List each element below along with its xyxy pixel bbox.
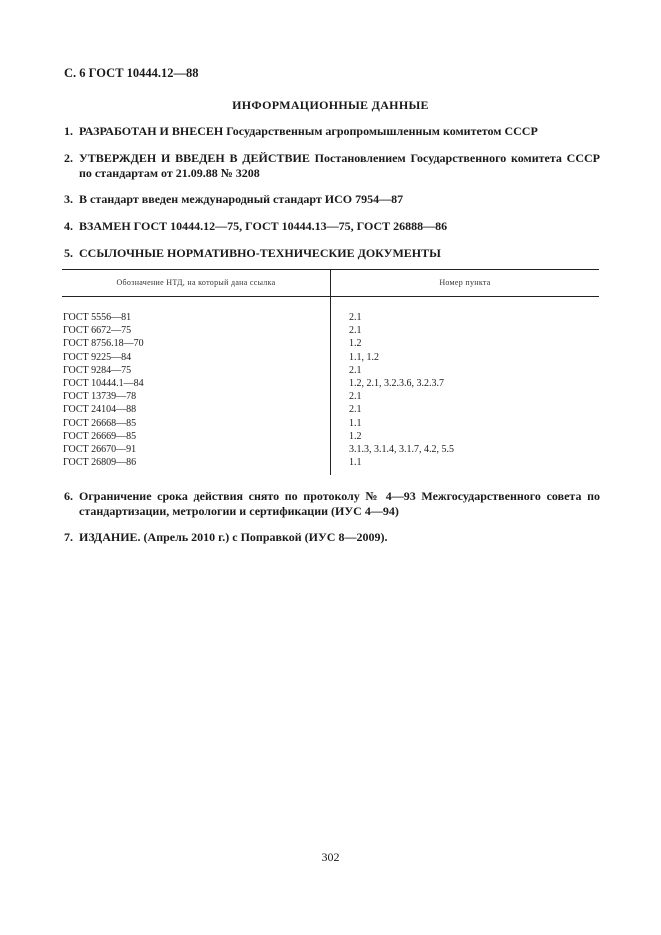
table-row: [62, 456, 599, 469]
table-row: [62, 324, 599, 337]
clause-cell: 1.2: [349, 338, 362, 350]
document-cell: ГОСТ 9225—84: [62, 351, 331, 364]
clause-cell: 2.1: [349, 404, 362, 416]
clause-cell: 1.1, 1.2: [349, 351, 379, 363]
clause-cell: 1.2: [349, 430, 362, 442]
item-number: 5.: [64, 246, 73, 260]
document-cell: ГОСТ 26670—91: [62, 443, 331, 456]
item-text: УТВЕРЖДЕН И ВВЕДЕН В ДЕЙСТВИЕ Постановлением Государственного комитета СССР по стандартам от 21.09.88 № 3208: [79, 151, 600, 180]
item-number: 7.: [64, 530, 73, 544]
info-item-1: [64, 124, 600, 139]
page-number: 302: [321, 850, 340, 864]
document-cell: ГОСТ 24104—88: [62, 403, 331, 416]
document-cell: ГОСТ 9284—75: [62, 364, 331, 377]
table-row: [62, 337, 599, 350]
info-item-7: [64, 530, 600, 545]
column-header-clause: Номер пункта: [331, 270, 600, 297]
clause-cell: 1.2, 2.1, 3.2.3.6, 3.2.3.7: [349, 378, 444, 390]
item-text: Ограничение срока действия снято по протоколу № 4—93 Межгосударственного совета по стандартизации, метрологии и сертификации (ИУС 4—94): [79, 489, 600, 518]
item-text: РАЗРАБОТАН И ВНЕСЕН Государственным агропромышленным комитетом СССР: [79, 124, 538, 138]
document-cell: ГОСТ 13739—78: [62, 390, 331, 403]
item-number: 1.: [64, 124, 73, 138]
document-cell: ГОСТ 8756.18—70: [62, 337, 331, 350]
clause-cell: 1.1: [349, 417, 362, 429]
document-cell: ГОСТ 10444.1—84: [62, 377, 331, 390]
running-header: С. 6 ГОСТ 10444.12—88: [64, 66, 199, 80]
item-text: В стандарт введен международный стандарт ИСО 7954—87: [79, 192, 404, 206]
table-header-row: [62, 270, 599, 297]
item-text: ИЗДАНИЕ. (Апрель 2010 г.) с Поправкой (ИУС 8—2009).: [79, 530, 388, 544]
table-row: [62, 430, 599, 443]
column-header-document: Обозначение НТД, на который дана ссылка: [62, 270, 331, 297]
item-number: 6.: [64, 489, 73, 503]
clause-cell: 3.1.3, 3.1.4, 3.1.7, 4.2, 5.5: [349, 444, 454, 456]
item-text: ВЗАМЕН ГОСТ 10444.12—75, ГОСТ 10444.13—75, ГОСТ 26888—86: [79, 219, 448, 233]
table-row: [62, 390, 599, 403]
document-cell: ГОСТ 26809—86: [62, 456, 331, 469]
table-row: [62, 351, 599, 364]
clause-cell: 1.1: [349, 457, 362, 469]
item-number: 2.: [64, 151, 73, 165]
info-item-4: [64, 219, 600, 234]
clause-cell: 2.1: [349, 364, 362, 376]
clause-cell: 2.1: [349, 391, 362, 403]
table-row: [62, 311, 599, 324]
section-title: ИНФОРМАЦИОННЫЕ ДАННЫЕ: [232, 98, 429, 112]
clause-cell: 2.1: [349, 312, 362, 323]
table-row: [62, 377, 599, 390]
reference-documents-table: [62, 269, 599, 475]
table-row: [62, 443, 599, 456]
document-cell: ГОСТ 26669—85: [62, 430, 331, 443]
table-row: [62, 364, 599, 377]
info-item-2: [64, 151, 600, 181]
info-item-6: [64, 489, 600, 519]
clause-cell: 2.1: [349, 325, 362, 337]
item-number: 4.: [64, 219, 73, 233]
info-item-5: [64, 246, 600, 261]
document-cell: ГОСТ 6672—75: [62, 324, 331, 337]
table-row: [62, 403, 599, 416]
table-row: [62, 417, 599, 430]
info-item-3: [64, 192, 600, 207]
document-cell: ГОСТ 5556—81: [62, 311, 331, 324]
item-number: 3.: [64, 192, 73, 206]
document-cell: ГОСТ 26668—85: [62, 417, 331, 430]
item-text: ССЫЛОЧНЫЕ НОРМАТИВНО-ТЕХНИЧЕСКИЕ ДОКУМЕНТЫ: [79, 246, 441, 260]
